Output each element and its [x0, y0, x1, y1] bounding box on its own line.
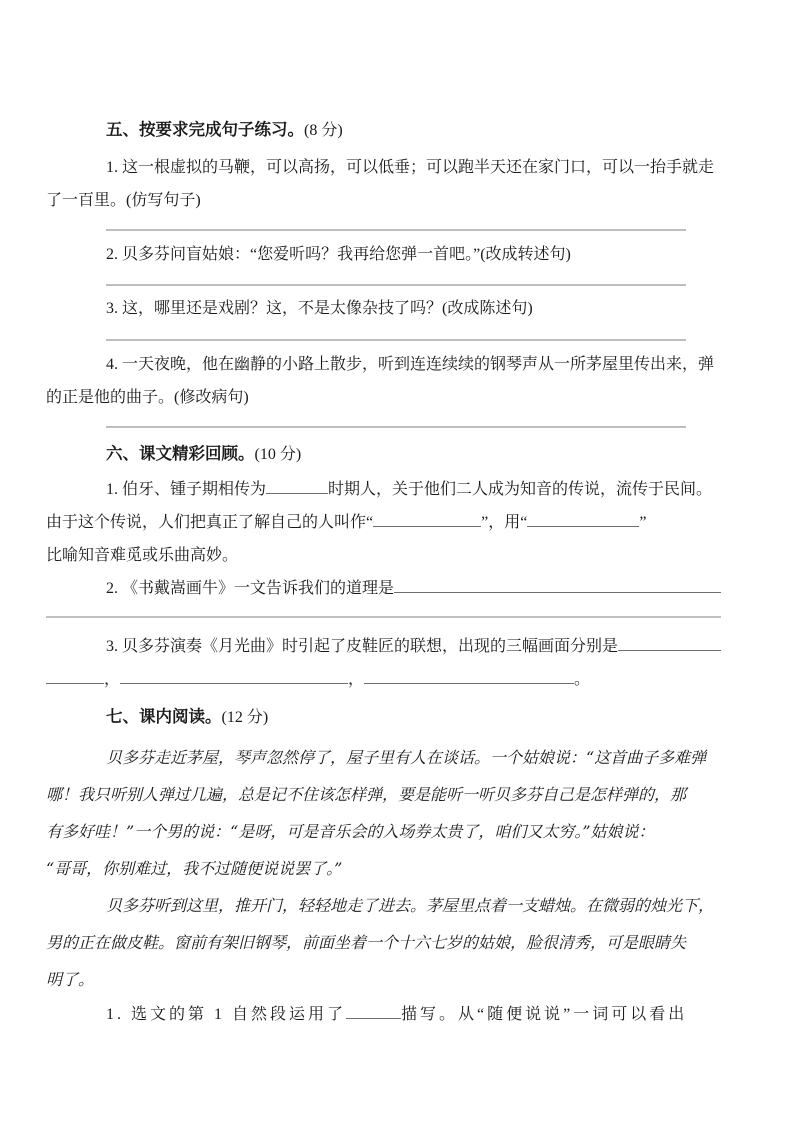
- s6-q3-line2: [46, 663, 721, 696]
- fill-blank: [266, 479, 328, 494]
- section-6-score: (10 分): [254, 446, 302, 463]
- s6-q1-line1: [46, 473, 721, 506]
- s6-q3-punct: ，: [348, 671, 365, 688]
- section-6-heading: [46, 436, 721, 473]
- section-7-score: (12 分): [221, 709, 269, 726]
- s6-q1-text: 时期人，关于他们二人成为知音的传说，流传于民间。: [328, 481, 713, 498]
- section-6-title: 六、课文精彩回顾。: [106, 445, 255, 463]
- s7-passage-line: 明了。: [46, 970, 95, 989]
- s6-q1-line2: [46, 506, 721, 539]
- s7-passage-line: 男的正在做皮鞋。窗前有架旧钢琴，前面坐着一个十六七岁的姑娘，脸很清秀，可是眼睛失: [46, 933, 687, 952]
- s5-q4-answer-rule: [106, 426, 686, 428]
- fill-blank: [618, 636, 721, 651]
- s7-passage-line: “哥哥，你别难过，我不过随便说说罢了。”: [46, 859, 343, 878]
- s6-q2-answer-rule: [46, 616, 721, 618]
- s7-passage-line: 贝多芬听到这里，推开门，轻轻地走了进去。茅屋里点着一支蜡烛。在微弱的烛光下，: [106, 896, 715, 915]
- s6-q1-text: ”，用“: [481, 514, 528, 531]
- section-5-score: (8 分): [304, 122, 343, 139]
- s6-q1-text: 由于这个传说，人们把真正了解自己的人叫作“: [46, 514, 374, 531]
- section-7-heading: [46, 699, 721, 736]
- s7-q1-line: [46, 998, 721, 1031]
- s7-passage-line: 有多好哇！”一个男的说：“是呀，可是音乐会的入场券太贵了，咱们又太穷。”姑娘说：: [46, 822, 655, 841]
- s7-q1-text: 描写。从“随便说说”一词可以看出: [401, 1006, 688, 1023]
- s5-q3-line: 3. 这，哪里还是戏剧？这，不是太像杂技了吗？(改成陈述句): [106, 300, 533, 317]
- fill-blank: [46, 669, 104, 684]
- section-5-title: 五、按要求完成句子练习。: [106, 121, 304, 139]
- s5-q1-line2: 了一百里。(仿写句子): [46, 192, 201, 209]
- fill-blank: [373, 512, 481, 527]
- s6-q3-text: 3. 贝多芬演奏《月光曲》时引起了皮鞋匠的联想，出现的三幅画面分别是: [106, 638, 619, 655]
- fill-blank: [364, 669, 574, 684]
- s6-q1-text: ”: [639, 514, 647, 531]
- section-7-title: 七、课内阅读。: [106, 708, 222, 726]
- s5-q4-line2: 的正是他的曲子。(修改病句): [46, 389, 249, 406]
- s5-q1-line1: 1. 这一根虚拟的马鞭，可以高扬，可以低垂；可以跑半天还在家门口，可以一抬手就走: [106, 159, 715, 176]
- s6-q2-text: 2. 《书戴嵩画牛》一文告诉我们的道理是: [106, 580, 395, 597]
- fill-blank: [120, 669, 348, 684]
- fill-blank: [527, 512, 639, 527]
- s5-q1-answer-rule: [106, 229, 686, 231]
- s5-q2-answer-rule: [106, 284, 686, 286]
- s6-q3-punct: ，: [104, 671, 121, 688]
- s7-q1-text: 1. 选文的第 1 自然段运用了: [106, 1006, 347, 1023]
- section-5-heading: [46, 112, 721, 149]
- fill-blank: [346, 1004, 401, 1019]
- s7-passage-line: 哪！我只听别人弹过几遍，总是记不住该怎样弹，要是能听一听贝多芬自己是怎样弹的，那: [46, 785, 687, 804]
- s5-q4-line1: 4. 一天夜晚，他在幽静的小路上散步，听到连连续续的钢琴声从一所茅屋里传出来，弹: [106, 356, 715, 373]
- s6-q3-line1: [46, 630, 721, 663]
- s6-q3-punct: 。: [574, 671, 591, 688]
- s6-q1-text: 1. 伯牙、锺子期相传为: [106, 481, 267, 498]
- s5-q2-line: 2. 贝多芬问盲姑娘：“您爱听吗？我再给您弹一首吧。”(改成转述句): [106, 246, 571, 263]
- s7-passage-line: 贝多芬走近茅屋，琴声忽然停了，屋子里有人在谈话。一个姑娘说：“这首曲子多难弹: [106, 748, 707, 767]
- fill-blank: [394, 578, 721, 593]
- s6-q1-line3: 比喻知音难觅或乐曲高妙。: [46, 547, 239, 564]
- s5-q3-answer-rule: [106, 339, 686, 341]
- s6-q2-line: [46, 572, 721, 605]
